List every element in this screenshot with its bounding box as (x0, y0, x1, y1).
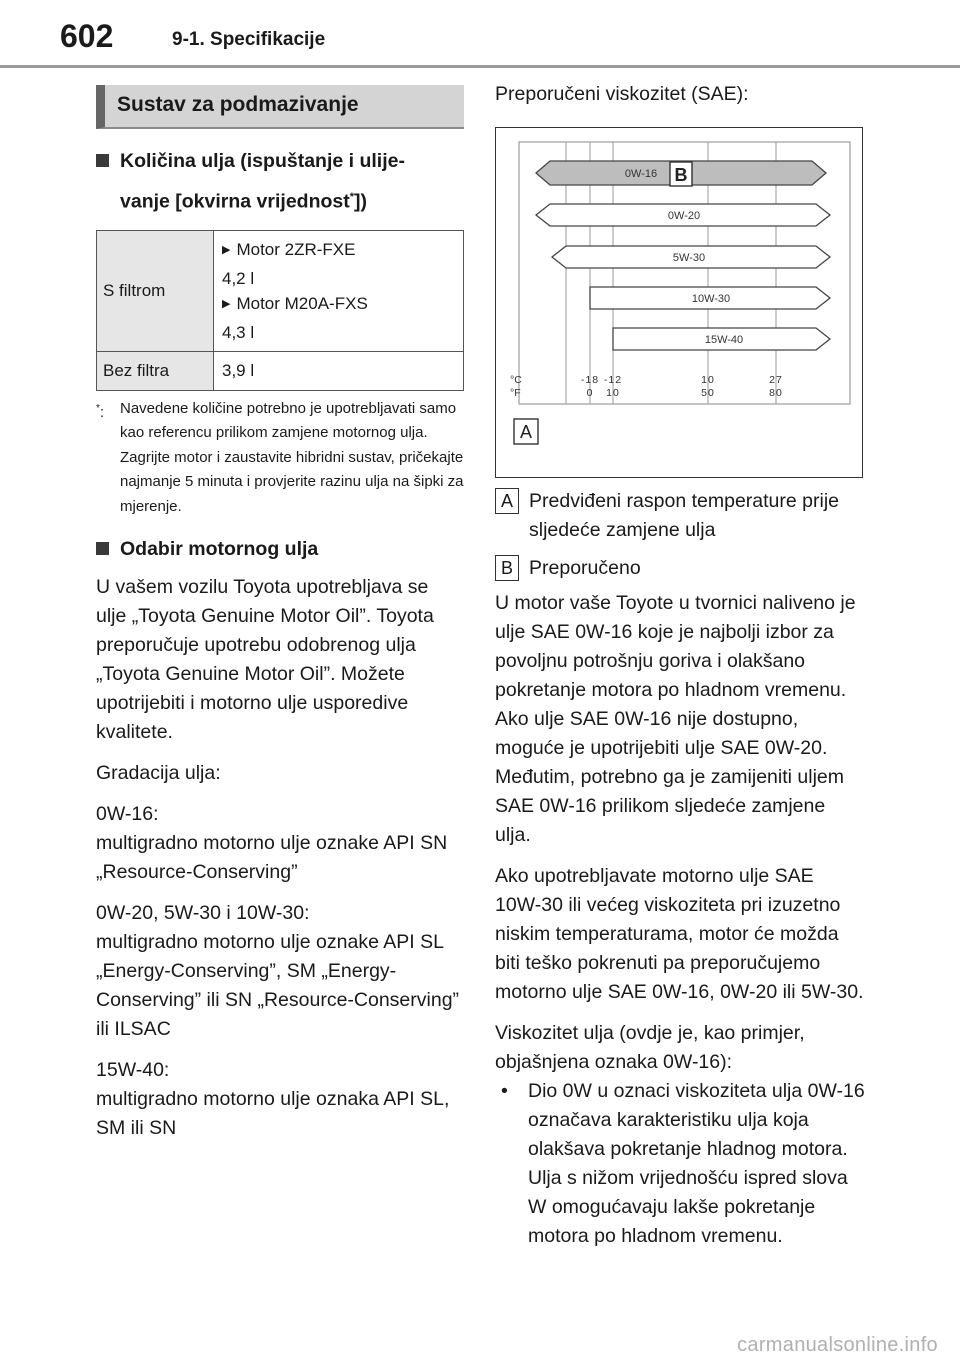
without-filter-label: Bez filtra (97, 351, 214, 390)
square-bullet-icon (96, 531, 120, 567)
legend-b-text: Preporučeno (529, 557, 641, 579)
legend-a (495, 487, 865, 545)
table-row (97, 230, 464, 351)
without-filter-value: 3,9 l (214, 351, 464, 390)
chart-badge-a-letter: A (519, 422, 533, 442)
square-bullet-icon (96, 143, 120, 220)
viscosity-label-15w-40: 15W-40 (704, 334, 744, 346)
right-column (495, 80, 865, 1251)
with-filter-label: S filtrom (97, 230, 214, 351)
watermark: carmanualsonline.info (737, 1334, 938, 1356)
viscosity-chart (495, 127, 863, 478)
badge-b: B (495, 555, 519, 581)
oil-select-heading (96, 531, 464, 567)
engine-m20a-label (222, 291, 455, 317)
tick-f: 0 (586, 387, 594, 399)
grade-0w20-desc: multigradno motorno ulje oznake API SL „Energy-Conserving”, SM „Energy-Conserving” ili SN „Resource-Conserving” ili ILSAC (96, 931, 460, 1040)
tick-f: 50 (701, 387, 715, 399)
page-number: 602 (60, 18, 114, 54)
tick-c: 10 (701, 374, 715, 386)
oil-select-title: Odabir motornog ulja (120, 538, 319, 560)
intro-paragraph: U vašem vozilu Toyota upotrebljava se ulje „Toyota Genuine Motor Oil”. Toyota preporučuje upotrebu odobrenog ulja „Toyota Genuine Motor Oil”. Možete upotrijebiti i motorno ulje usporedive kvalitete. (96, 576, 434, 743)
grade-0w16 (96, 800, 464, 887)
section-title: 9-1. Specifikacije (172, 29, 326, 50)
tick-c: -18 (580, 374, 600, 386)
viscosity-label-0w-16: 0W-16 (624, 168, 658, 180)
tick-c: -12 (603, 374, 623, 386)
list-item (495, 1077, 865, 1251)
viscosity-label-10w-30: 10W-30 (691, 293, 731, 305)
grade-15w40-desc: multigradno motorno ulje oznaka API SL, SM ili SN (96, 1088, 450, 1139)
table-row (97, 351, 464, 390)
axis-unit-c: °C (510, 374, 522, 386)
oil-quantity-title-text: vanje [okvirna vrijednost (120, 190, 350, 213)
footnote-marker (96, 397, 120, 520)
viscosity-chart-svg (496, 128, 862, 477)
grade-15w40 (96, 1056, 464, 1143)
viscosity-intro: Viskozitet ulja (ovdje je, kao primjer, objašnjena oznaka 0W-16): (495, 1022, 805, 1073)
triangle-arrow-icon (222, 294, 236, 313)
grade-0w20-name: 0W-20, 5W-30 i 10W-30: (96, 902, 310, 924)
triangle-arrow-icon (222, 240, 236, 259)
chart-title: Preporučeni viskozitet (SAE): (495, 83, 749, 105)
grade-15w40-name: 15W-40: (96, 1059, 170, 1081)
viscosity-label-0w-20: 0W-20 (667, 210, 701, 222)
oil-quantity-title-line1: Količina ulja (ispuštanje i ulije- (120, 150, 405, 172)
recommended-badge-b-letter: B (674, 165, 688, 185)
tick-f: 80 (769, 387, 783, 399)
viscosity-label-5w-30: 5W-30 (672, 252, 706, 264)
footnote-text: Navedene količine potrebno je upotrebljavati samo kao referencu prilikom zamjene motornog ulja. Zagrijte motor i zaustavite hibridni sustav, pričekajte najmanje 5 minuta i provjerite razinu ulja na šipki za mjerenje. (120, 399, 464, 515)
grade-0w16-desc: multigradno motorno ulje oznake API SN „Resource-Conserving” (96, 832, 448, 883)
footnote-star: * (96, 402, 100, 414)
legend-a-text: Predviđeni raspon temperature prije sljedeće zamjene ulja (529, 490, 840, 541)
engine-2zr-capacity: 4,2 l (222, 268, 255, 288)
engine-2zr-text: Motor 2ZR-FXE (236, 239, 356, 259)
with-filter-values (214, 230, 464, 351)
legend-b (495, 554, 865, 583)
footnote-ref: * (349, 191, 355, 203)
engine-2zr-label (222, 237, 455, 263)
factory-oil-paragraph: U motor vaše Toyote u tvornici naliveno je ulje SAE 0W-16 koje je najbolji izbor za povoljnu potrošnju goriva i olakšano pokretanje motora po hladnom vremenu. Ako ulje SAE 0W-16 nije dostupno, moguće je upotrijebiti ulje SAE 0W-20. Međutim, potrebno ga je zamijeniti uljem SAE 0W-16 prilikom sljedeće zamjene ulja. (495, 592, 856, 846)
oil-quantity-title-line2 (120, 179, 464, 220)
tick-c: 27 (769, 374, 783, 386)
bullet-dot: • (501, 1080, 508, 1102)
engine-m20a-text: Motor M20A-FXS (236, 293, 368, 313)
footnote (96, 397, 464, 520)
oil-quantity-heading (96, 143, 464, 220)
badge-a: A (495, 488, 519, 514)
header-rule (0, 65, 960, 68)
tick-f: 10 (606, 387, 620, 399)
bullet-text: Dio 0W u oznaci viskoziteta ulja 0W-16 označava karakteristiku ulja koja olakšava pokretanje hladnog motora. Ulja s nižom vrijednošću ispred slova W omogućavaju lakše pokretanje motora po hladnom vremenu. (528, 1080, 865, 1247)
engine-m20a-capacity: 4,3 l (222, 322, 255, 342)
grades-label: Gradacija ulja: (96, 762, 221, 784)
left-column (96, 85, 464, 1143)
cold-start-paragraph: Ako upotrebljavate motorno ulje SAE 10W-30 ili većeg viskoziteta pri izuzetno niskim temperaturama, motor će možda biti teško pokrenuti pa preporučujemo motorno ulje SAE 0W-16, 0W-20 ili 5W-30. (495, 865, 864, 1003)
lubrication-system-title: Sustav za podmazivanje (96, 85, 464, 129)
oil-capacity-table (96, 230, 464, 391)
axis-unit-f: °F (510, 387, 521, 399)
grade-0w20 (96, 899, 464, 1044)
footnote-colon: : (99, 403, 105, 421)
oil-quantity-title-end: ]) (354, 190, 368, 213)
grade-0w16-name: 0W-16: (96, 803, 159, 825)
